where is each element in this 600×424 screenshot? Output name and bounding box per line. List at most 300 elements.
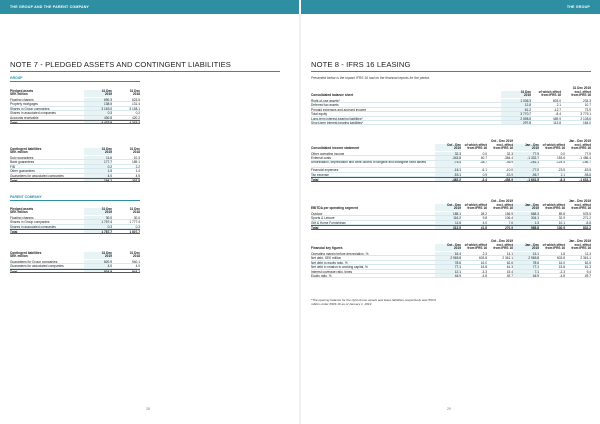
row-value: 177.7 — [84, 160, 112, 163]
row-value: 1.8 — [560, 252, 565, 256]
row-label: Tax expense — [311, 172, 329, 177]
row-value: 77.9 — [513, 152, 539, 155]
note7-rule — [10, 71, 280, 72]
column-header-line: 2018 — [132, 254, 140, 259]
row-value: 0.3 — [135, 224, 140, 229]
row-value: 44.9 — [513, 274, 539, 277]
left-header-label: THE GROUP AND THE PARENT COMPANY — [10, 5, 90, 9]
column-header — [539, 144, 565, 151]
column-header-line: 31 Dec — [520, 89, 531, 94]
row-value: 0.3 — [84, 111, 112, 114]
table-title — [10, 148, 84, 155]
row-value: -96.7 — [513, 173, 539, 176]
row-value: 1.3 — [513, 221, 539, 224]
row-value: 2.2 — [135, 164, 140, 169]
column-header — [461, 204, 487, 211]
income-statement-table — [311, 138, 591, 182]
column-header-line: Jan - Dec — [524, 142, 539, 147]
row-label: Total — [10, 120, 18, 124]
row-value: 603.8 — [479, 256, 487, 260]
row-value: 0.2 — [135, 111, 140, 115]
column-header-line: 2019 — [531, 206, 539, 211]
table-row — [311, 274, 591, 278]
column-header-line: from IFRS 16 — [467, 246, 487, 251]
row-value: 4.0 — [84, 174, 112, 177]
table-title — [10, 90, 84, 97]
row-value: 3 163.0 — [84, 107, 112, 110]
column-header — [539, 204, 565, 211]
row-value: -3.3 — [481, 269, 487, 273]
column-header-line: 2019 — [453, 146, 461, 151]
row-value: 2.1 — [560, 172, 565, 177]
pledged-assets-group-table — [10, 86, 140, 124]
column-header-line: from IFRS 16 — [571, 93, 591, 98]
row-value: 61.3 — [506, 265, 513, 269]
contingent-liabilities-group-table — [10, 144, 140, 182]
note8-rule — [311, 71, 591, 72]
table-header — [10, 86, 140, 97]
row-value: -4.8 — [559, 273, 565, 278]
row-value: 49.7 — [506, 273, 513, 278]
column-header — [487, 240, 513, 251]
column-header — [84, 208, 112, 215]
column-header — [513, 244, 539, 251]
column-header-line: excl. effect — [574, 142, 591, 147]
row-value: -1 332.7 — [513, 156, 539, 159]
row-value: 15.8 — [558, 265, 565, 269]
row-value: 138.5 — [84, 102, 112, 105]
row-label: Financial expenses — [311, 168, 339, 172]
row-value: 61.3 — [584, 265, 591, 269]
group-rule — [10, 81, 140, 82]
column-header-line: Jan - Dec 2019 — [568, 239, 591, 244]
pledged-assets-parent-table — [10, 204, 140, 234]
table-title-text: Financial key figures — [311, 246, 343, 251]
row-value: 270.9 — [505, 226, 513, 229]
right-page-number: 29 — [447, 407, 451, 411]
row-value: 32.3 — [435, 152, 461, 155]
row-label: Outdoor — [311, 212, 323, 216]
row-value: -4.8 — [481, 273, 487, 278]
row-value: 430.8 — [84, 116, 112, 119]
column-header-line: of which effect — [542, 142, 565, 147]
row-value: -10.0 — [505, 168, 513, 172]
column-header-line: from IFRS 16 — [545, 246, 565, 251]
right-header-label: THE GROUP — [566, 5, 590, 9]
row-value: -12.7 — [553, 107, 561, 112]
column-header — [565, 140, 591, 151]
contingent-liabilities-parent-table — [10, 248, 140, 273]
row-value: 824.9 — [84, 270, 112, 272]
row-value: 1 777.4 — [129, 220, 140, 224]
column-header-line: 2018 — [132, 92, 140, 97]
row-label: Property mortgages — [10, 102, 38, 106]
column-header-line: from IFRS 16 — [545, 206, 565, 211]
row-label: Floating charges — [10, 216, 34, 220]
column-header-line: 31 Dec — [101, 250, 112, 255]
row-value: 77.1 — [435, 265, 461, 268]
note8-title: NOTE 8 - IFRS 16 LEASING — [311, 60, 411, 69]
row-value: 184.0 — [583, 120, 591, 125]
column-header-line: 2018 — [132, 210, 140, 215]
column-header-line: of which effect — [538, 89, 561, 94]
row-value: 4.5 — [135, 173, 140, 177]
row-value: 1 807.7 — [129, 230, 140, 233]
row-value: 41.8 — [480, 226, 487, 229]
left-page-number: 28 — [146, 407, 150, 411]
column-header-line: of which effect — [464, 142, 487, 147]
row-value: 2 965.8 — [435, 256, 461, 259]
row-value: 0.0 — [482, 152, 487, 156]
row-value: -343.8 — [435, 156, 461, 159]
row-value: 233.3 — [583, 99, 591, 103]
table-title-text: Contingent liabilities — [10, 146, 42, 151]
note7-title: NOTE 7 - PLEDGED ASSETS AND CONTINGENT LIABILITIES — [10, 60, 231, 69]
table-title-text: EBITDA per operating segment — [311, 206, 358, 211]
column-header — [461, 144, 487, 151]
row-value: 4.0 — [482, 220, 487, 225]
row-value: 420.2 — [132, 115, 140, 119]
column-header-line: 31 Dec — [129, 206, 140, 211]
row-value: 623.5 — [132, 98, 140, 102]
table-total-row — [311, 225, 591, 229]
row-value: -281.1 — [513, 161, 539, 168]
row-value: 803.0 — [553, 99, 561, 103]
table-title — [311, 247, 435, 251]
column-header — [435, 144, 461, 151]
column-header-line: excl. effect — [574, 202, 591, 207]
row-value: 2 361.1 — [580, 256, 591, 260]
row-value: 312.9 — [435, 226, 461, 228]
note8-footnote: *The opening balance for the right-of-use assets and lease liabilities respectively was 583.6 million under IFRS 16 as of January 1, 2019 — [311, 298, 437, 307]
column-header-line: excl. effect — [574, 242, 591, 247]
row-value: 44.9 — [435, 274, 461, 277]
table-total-row — [10, 269, 140, 273]
row-value: 2.1 — [556, 103, 561, 107]
row-value: -23.5 — [557, 168, 565, 172]
row-label: Sports & Leisure — [311, 216, 335, 220]
row-value: 185.1 — [435, 212, 461, 215]
group-label: GROUP — [10, 76, 23, 80]
row-value: 16.0 — [480, 260, 487, 265]
row-value: -156.7 — [581, 160, 591, 164]
table-title-text: Pledged assets — [10, 206, 34, 211]
row-value: -124.4 — [555, 160, 565, 164]
balance-sheet-table — [311, 84, 591, 125]
column-header — [487, 200, 513, 211]
row-label: Equity ratio, % — [311, 273, 332, 278]
row-label: Duty guarantees — [10, 156, 34, 160]
row-value: 2 598.5 — [501, 117, 531, 120]
row-value: 10.3 — [133, 156, 140, 160]
table-title — [311, 207, 435, 211]
row-value: -8.8 — [585, 220, 591, 225]
row-value: -462.2 — [435, 178, 461, 180]
table-title — [10, 208, 84, 215]
row-value: 4 333.3 — [129, 120, 140, 124]
column-header-line: from IFRS 16 — [571, 246, 591, 251]
row-label: Bank guarantees — [10, 160, 35, 164]
column-header-line: 31 Dec — [101, 146, 112, 151]
table-title-text: Consolidated balance sheet — [311, 93, 354, 98]
table-header — [311, 84, 591, 98]
row-value: -2.3 — [559, 269, 565, 273]
row-value: -75.4 — [435, 161, 461, 168]
row-label: Shares in associated companies — [10, 111, 56, 115]
column-header-line: 31 Dec — [101, 206, 112, 211]
table-header — [10, 204, 140, 215]
row-label: Prepaid expenses and accrued income — [311, 107, 367, 112]
table-title-text: Contingent liabilities — [10, 250, 42, 255]
column-header-line: Jan - Dec — [524, 202, 539, 207]
table-header — [311, 138, 591, 151]
row-value: 194.1 — [84, 179, 112, 181]
row-value: 2 361.1 — [502, 256, 513, 260]
row-value: -3.4 — [481, 178, 487, 181]
row-value: -8.3 — [559, 178, 565, 181]
column-header — [539, 244, 565, 251]
column-header-line: 31 Dec 2019 — [572, 86, 591, 91]
row-value: 32.9 — [558, 216, 565, 220]
column-header — [565, 240, 591, 251]
column-header-line: Oct - Dec — [447, 202, 461, 207]
parent-company-label: PARENT COMPANY — [10, 195, 42, 199]
table-total-row — [311, 177, 591, 181]
row-label: Shares in Group companies — [10, 220, 50, 224]
column-header — [112, 252, 140, 259]
row-value: 62.6 — [506, 260, 513, 265]
column-header-line: Oct - Dec 2019 — [491, 139, 513, 144]
row-value: 89.8 — [558, 212, 565, 216]
row-value: 0.2 — [84, 165, 112, 168]
row-value: 40.7 — [480, 156, 487, 160]
row-value: 7.1 — [513, 270, 539, 273]
column-header — [84, 90, 112, 97]
table-unit-text: SEK million — [10, 210, 28, 215]
row-value: 4 422.9 — [84, 121, 112, 123]
column-header-line: from IFRS 16 — [541, 93, 561, 98]
row-value: 13.1 — [513, 252, 539, 255]
row-value: 32.3 — [506, 152, 513, 156]
row-value: 820.9 — [84, 260, 112, 263]
row-label: Long-term interest-bearing liabilities* — [311, 116, 363, 120]
row-value: 9.8 — [482, 216, 487, 220]
row-value: 12.1 — [435, 270, 461, 273]
row-value: -6.1 — [481, 168, 487, 172]
row-value: 131.4 — [132, 102, 140, 106]
row-value: 668.3 — [513, 212, 539, 215]
row-value: -53.5 — [583, 168, 591, 172]
column-header — [487, 140, 513, 151]
column-header-line: Jan - Dec — [524, 242, 539, 247]
column-header — [112, 208, 140, 215]
right-header-bar — [301, 0, 600, 14]
row-value: 3 779.1 — [580, 112, 591, 116]
column-header-line: excl. effect — [574, 89, 591, 94]
column-header — [513, 144, 539, 151]
row-value: 304.1 — [513, 216, 539, 219]
row-value: 489.9 — [553, 116, 561, 120]
ebitda-segment-table — [311, 198, 591, 230]
table-row — [311, 121, 591, 125]
row-value: 1.5 — [84, 169, 112, 172]
row-label: Short-term interest-bearing liabilities* — [311, 120, 364, 125]
column-header — [435, 204, 461, 211]
row-label: Interest coverage ratio, times — [311, 269, 353, 273]
column-header-line: excl. effect — [496, 142, 513, 147]
column-header — [513, 204, 539, 211]
row-value: -458.9 — [503, 178, 513, 181]
row-label: Operating margin before depreciation, % — [311, 252, 369, 256]
row-value: 1 757.4 — [84, 220, 112, 223]
column-header — [501, 91, 531, 98]
row-value: 11.3 — [585, 252, 591, 256]
row-label: External costs — [311, 156, 332, 160]
column-header-line: 2019 — [104, 150, 112, 155]
column-header-line: Oct - Dec — [447, 142, 461, 147]
row-value: 153.6 — [557, 156, 565, 160]
column-header-line: Jan - Dec 2019 — [568, 139, 591, 144]
column-header-line: from IFRS 16 — [493, 246, 513, 251]
table-total-row — [10, 178, 140, 182]
column-header-line: Oct - Dec — [447, 242, 461, 247]
row-value: -1 641.5 — [513, 178, 539, 180]
column-header-line: 2019 — [453, 206, 461, 211]
column-header — [531, 91, 561, 98]
row-label: Total — [10, 230, 18, 233]
row-value: 61.2 — [501, 108, 531, 111]
table-title-text: Consolidated income statement — [311, 146, 360, 151]
row-value: 1.4 — [135, 169, 140, 173]
table-total-row — [10, 120, 140, 124]
row-value: 4.0 — [84, 264, 112, 267]
row-value: 968.8 — [513, 226, 539, 228]
row-value: 16.4 — [435, 252, 461, 255]
row-value: 2 965.8 — [513, 256, 539, 259]
table-title — [311, 94, 501, 98]
table-header — [311, 198, 591, 211]
table-header — [311, 238, 591, 251]
row-label: Right-of-use assets* — [311, 99, 340, 103]
row-value: -98.8 — [583, 172, 591, 177]
column-header-line: 2019 — [523, 93, 531, 98]
row-value: 77.1 — [513, 265, 539, 268]
row-value: -8.4 — [555, 112, 561, 116]
column-header-line: from IFRS 16 — [571, 146, 591, 151]
row-value: 15.4 — [506, 269, 513, 273]
column-header — [561, 87, 591, 98]
table-title — [10, 252, 84, 259]
column-header-line: 31 Dec — [101, 88, 112, 93]
row-label: Guarantees for associated companies — [10, 264, 64, 268]
row-value: 944.1 — [132, 269, 140, 273]
row-value: 106.4 — [505, 216, 513, 220]
left-page — [0, 14, 299, 424]
financial-key-figures-table — [311, 238, 591, 278]
row-value: 30.0 — [84, 216, 112, 219]
row-value: 116.2 — [435, 216, 461, 219]
row-value: 11.6 — [84, 156, 112, 159]
row-value: 0.9 — [482, 172, 487, 177]
row-label: Shares in Group companies — [10, 106, 50, 111]
row-value: -38.7 — [479, 160, 487, 164]
row-label: Net debt in relation to working capital, % — [311, 265, 368, 269]
table-unit-text: SEK million — [10, 150, 28, 155]
column-header-line: from IFRS 16 — [545, 146, 565, 151]
row-value: -77.0 — [513, 168, 539, 171]
column-header-line: from IFRS 16 — [467, 206, 487, 211]
column-header-line: from IFRS 16 — [493, 206, 513, 211]
row-value: 0.3 — [84, 225, 112, 228]
column-header-line: Oct - Dec 2019 — [491, 239, 513, 244]
row-label: Net debt, SEK million — [311, 256, 342, 260]
row-value: 207.5 — [132, 178, 140, 182]
row-value: 78.6 — [435, 261, 461, 264]
table-title-text: Pledged assets — [10, 88, 34, 93]
row-value: -1 486.4 — [579, 156, 591, 160]
row-value: 62.6 — [584, 260, 591, 265]
column-header-line: Jan - Dec 2019 — [568, 199, 591, 204]
row-label: Guarantees for Group companies — [10, 260, 58, 264]
row-value: -1 633.1 — [579, 178, 591, 181]
column-header — [84, 252, 112, 259]
column-header — [84, 148, 112, 155]
row-value: 49.7 — [584, 273, 591, 278]
row-value: 30.0 — [133, 216, 140, 220]
row-value: 271.2 — [583, 216, 591, 220]
row-label: Shares in associated companies — [10, 224, 56, 229]
column-header-line: 2019 — [104, 210, 112, 215]
column-header — [461, 244, 487, 251]
row-value: 940.1 — [132, 260, 140, 264]
row-label: Deferred tax assets — [311, 103, 339, 107]
row-value: 2 108.6 — [580, 116, 591, 120]
row-value: -36.9 — [505, 160, 513, 164]
row-value: -16.1 — [435, 168, 461, 171]
row-label: Floating charges — [10, 98, 34, 102]
column-header — [435, 244, 461, 251]
left-header-bar — [0, 0, 299, 14]
row-value: 603.8 — [557, 256, 565, 260]
row-value: 3 770.7 — [501, 112, 531, 115]
row-label: Total equity — [311, 112, 328, 116]
column-header-line: 2019 — [104, 92, 112, 97]
table-unit-text: SEK million — [10, 254, 28, 259]
column-header-line: 31 Dec — [129, 250, 140, 255]
table-header — [10, 144, 140, 155]
column-header-line: 2018 — [132, 150, 140, 155]
row-value: 130.9 — [557, 226, 565, 229]
table-total-row — [10, 229, 140, 233]
column-header-line: 2019 — [531, 146, 539, 151]
row-label: Net debt to equity ratio, % — [311, 260, 348, 265]
row-value: 77.9 — [584, 152, 591, 156]
row-value: 14.1 — [506, 252, 513, 256]
column-header-line: from IFRS 16 — [493, 146, 513, 151]
column-header — [112, 90, 140, 97]
column-header-line: from IFRS 16 — [571, 206, 591, 211]
row-value: 156.9 — [505, 212, 513, 216]
row-value: 690.3 — [84, 98, 112, 101]
column-header-line: 2019 — [104, 254, 112, 259]
column-header-line: Oct - Dec 2019 — [491, 199, 513, 204]
table-title — [311, 147, 435, 151]
note8-intro: Presented below is the impact IFRS 16 had on the financial reports for the period. — [311, 76, 430, 80]
column-header-line: of which effect — [542, 242, 565, 247]
row-value: 1 787.7 — [84, 230, 112, 232]
column-header-line: from IFRS 16 — [467, 146, 487, 151]
row-value: 3 158.1 — [129, 106, 140, 111]
